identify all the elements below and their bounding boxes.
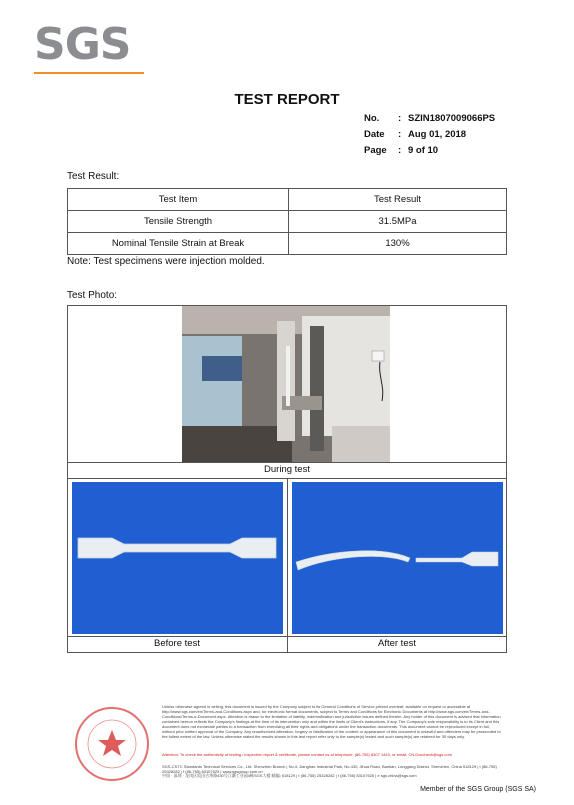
report-title: TEST REPORT [234,91,340,108]
meta-value: Aug 01, 2018 [408,129,467,140]
address-english: SGS-CSTC Standards Technical Services Co., Ltd. Shenzhen Branch | No.4, Jianghao Industrial Park, No.430, Jihua Road, Bantian, Longgang District, Shenzhen, China 518129 | t (86-755) 25328282 | f (86-755) 83107625 | www.sgsgroup.com.cn [162,764,497,774]
meta-row-date: Date : Aug 01, 2018 [364,127,495,143]
caption-after-test: After test [377,638,416,649]
column-header: Test Item [68,189,289,211]
meta-label: No. [364,113,380,124]
authenticity-notice: Attention: To check the authenticity of testing / inspection report & certificate, please contact us at telephone: (86-755) 8307 1443, or email: CN.Doccheck@sgs.com [162,752,452,757]
report-meta [364,111,495,159]
logo-text: SGS [34,19,131,70]
result-table [67,188,507,255]
test-result-cell: 130% [289,233,507,255]
result-note: Note: Test specimens were injection molded. [67,256,265,267]
caption-before-test: Before test [154,638,200,649]
test-item-cell: Nominal Tensile Strain at Break [68,233,289,255]
address-chinese: 中国 · 深圳 · 龙岗区坂田吉华路430号江灏工业园4栋SGS大楼 邮编: 518129 | t (86-755) 25328282 | f (86-755) 83107625 | e sgs.china@sgs.com [162,773,417,778]
result-heading: Test Result: [67,171,120,182]
table-row [68,233,507,255]
legal-disclaimer: Unless otherwise agreed in writing, this document is issued by the Company subject to its General Conditions of Service printed overleaf, available on request or accessible at http://www.sgs.com/en/Terms-and-Conditions.aspx and, for electronic format documents, subject to Terms and Conditions for Electronic Documents at http://www.sgs.com/en/Terms-and-Conditions/Terms-e-Document.aspx. Attention is drawn to the limitation of liability, indemnification and jurisdiction issues defined therein. Any holder of this document is advised that information contained hereon reflects the Company's findings at the time of its intervention only and within the limits of Client's instructions, if any. The Company's sole responsibility is to its Client and this document does not exonerate parties to a transaction from exercising all their rights and obligations under the transaction documents. This document cannot be reproduced except in full, without prior written approval of the Company. Any unauthorized alteration, forgery or falsification of the content or appearance of this document is unlawful and offenders may be prosecuted to the fullest extent of the law. Unless otherwise stated the results shown in this test report refer only to the sample(s) tested and such sample(s) are retained for 30 days only. [162,704,501,739]
logo-underline [34,72,144,74]
before-test-photo [72,482,283,634]
meta-label: Date [364,129,385,140]
test-result-cell: 31.5MPa [289,211,507,233]
caption-during-test: During test [264,464,310,475]
column-header: Test Result [289,189,507,211]
table-header-row [68,189,507,211]
after-test-photo [292,482,503,634]
meta-row-no: No. : SZIN1807009066PS [364,111,495,127]
test-item-cell: Tensile Strength [68,211,289,233]
meta-value: SZIN1807009066PS [408,113,496,124]
company-seal [68,700,156,788]
meta-value: 9 of 10 [408,145,439,156]
divider [287,478,288,653]
meta-label: Page [364,145,387,156]
divider [67,636,507,637]
member-line: Member of the SGS Group (SGS SA) [420,786,536,793]
table-row [68,211,507,233]
photo-heading: Test Photo: [67,290,118,301]
during-test-photo [182,306,390,462]
sgs-logo [34,18,144,72]
meta-row-page: Page : 9 of 10 [364,143,495,159]
divider [67,462,507,463]
